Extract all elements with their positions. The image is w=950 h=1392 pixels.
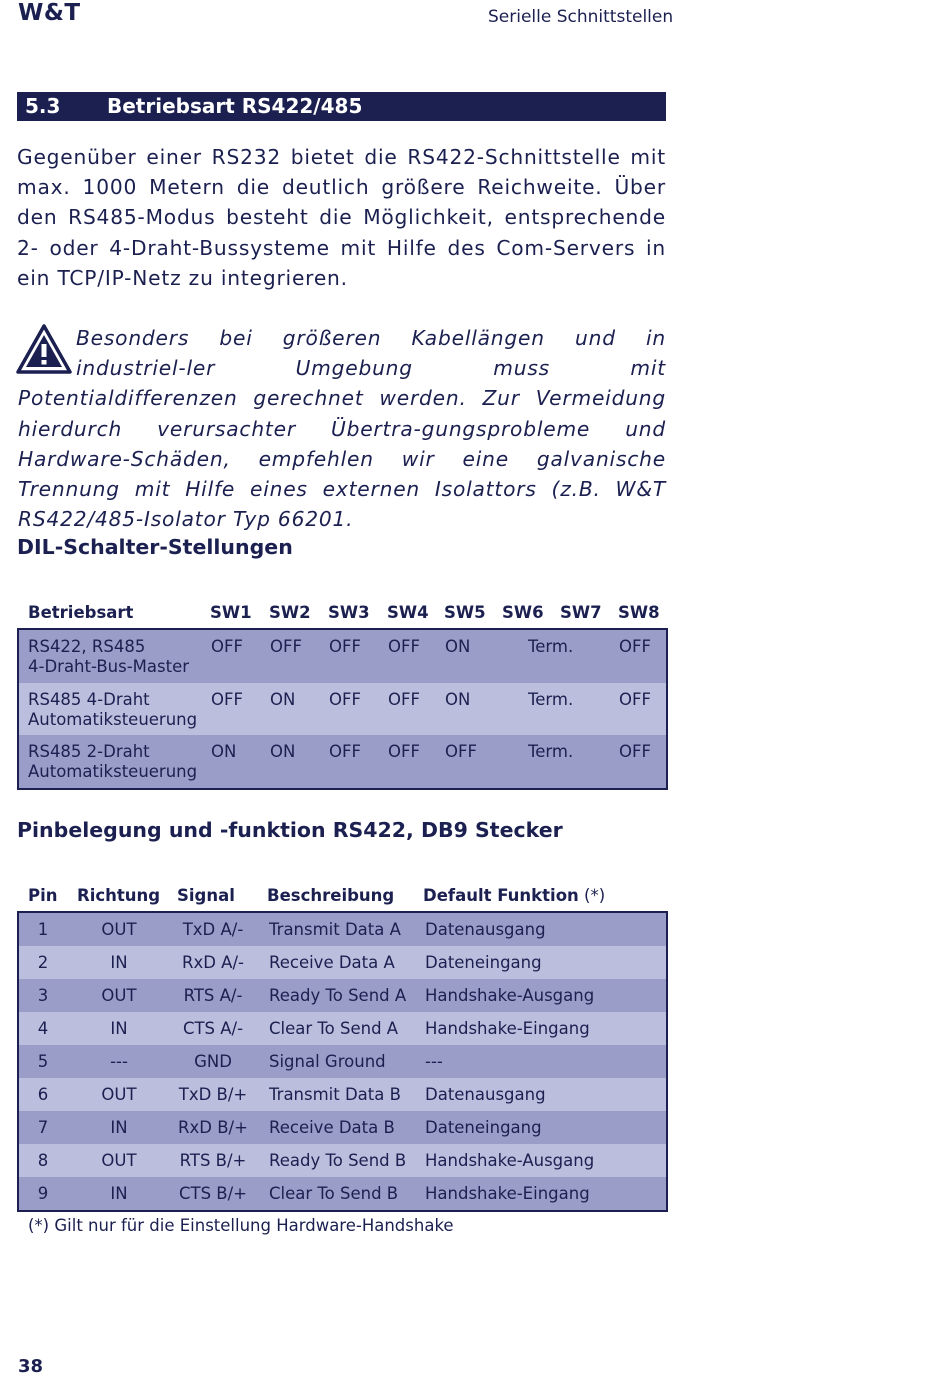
pin-col-pin: Pin [28,886,58,905]
description-cell: Receive Data B [269,1118,395,1137]
signal-cell: CTS B/+ [178,1184,248,1203]
sw8-cell: OFF [619,637,651,656]
dil-col-sw5: SW5 [444,603,486,622]
sw5-cell: ON [445,637,471,656]
dil-col-sw4: SW4 [387,603,429,622]
warning-text: Besonders bei größeren Kabellängen und in industriel-ler Umgebung muss mit Potentialdifferenzen gerechnet werden. Zur Vermeidung hierdurch verursachter Übertra-gungsprobleme und Hardware-Schäden, empfehlen wir eine galvanische Trennung mit Hilfe eines externen Isolattors (z.B. W&T RS422/485-Isolator Typ 66201. [18,326,666,532]
table-row [19,630,666,683]
function-cell: Handshake-Eingang [425,1019,590,1038]
dil-col-sw7: SW7 [560,603,602,622]
table-row [19,1144,666,1177]
function-cell: Datenausgang [425,920,546,939]
signal-cell: GND [194,1052,232,1071]
description-cell: Clear To Send A [269,1019,399,1038]
dil-col-sw6: SW6 [502,603,544,622]
description-cell: Signal Ground [269,1052,386,1071]
signal-cell: RxD A/- [182,953,244,972]
sw5-cell: ON [445,689,471,709]
sw4-cell: OFF [388,742,420,761]
table-row [19,946,666,979]
mode-cell: RS485 2-Draht Automatiksteuerung [28,742,198,781]
sw4-cell: OFF [388,689,420,709]
pin-col-richtung: Richtung [77,886,161,905]
sw2-cell: ON [270,742,296,761]
sw8-cell: OFF [619,689,651,709]
sw2-cell: OFF [270,637,302,656]
sw4-cell: OFF [388,637,420,656]
pin-heading: Pinbelegung und -funktion RS422, DB9 Stecker [17,818,563,842]
dil-col-sw1: SW1 [210,603,252,622]
table-row [19,1045,666,1078]
signal-cell: CTS A/- [182,1019,244,1038]
pin-cell: 2 [37,953,49,972]
section-title: Betriebsart RS422/485 [107,94,363,118]
dil-col-sw2: SW2 [269,603,311,622]
pin-cell: 5 [37,1052,49,1071]
sw3-cell: OFF [329,637,361,656]
table-row [19,1078,666,1111]
sw1-cell: OFF [211,689,243,709]
dil-col-betriebsart: Betriebsart [28,603,134,622]
mode-cell: RS485 4-Draht Automatiksteuerung [28,689,198,729]
pin-cell: 6 [37,1085,49,1104]
sw6-sw7-cell: Term. [528,742,574,761]
description-cell: Transmit Data A [269,920,401,939]
signal-cell: TxD A/- [182,920,244,939]
pin-cell: 7 [37,1118,49,1137]
description-cell: Transmit Data B [269,1085,401,1104]
table-row [19,1012,666,1045]
direction-cell: OUT [101,986,137,1005]
direction-cell: OUT [101,920,137,939]
signal-cell: RTS A/- [183,986,243,1005]
brand-logo: W&T [18,0,81,26]
function-cell: --- [425,1052,443,1071]
table-row [19,979,666,1012]
sw6-sw7-cell: Term. [528,689,574,709]
sw3-cell: OFF [329,742,361,761]
function-cell: Datenausgang [425,1085,546,1104]
table-row [19,683,666,736]
table-row [19,913,666,946]
signal-cell: TxD B/+ [178,1085,248,1104]
dil-col-sw3: SW3 [328,603,370,622]
warning-note [18,323,666,534]
table-row [19,1111,666,1144]
dil-heading: DIL-Schalter-Stellungen [17,535,293,559]
function-cell: Handshake-Ausgang [425,986,595,1005]
pin-col-default: Default Funktion (*) [423,886,606,905]
dil-table [17,628,668,790]
direction-cell: OUT [101,1085,137,1104]
function-cell: Dateneingang [425,1118,542,1137]
signal-cell: RTS B/+ [179,1151,247,1170]
sw8-cell: OFF [619,742,651,761]
description-cell: Ready To Send B [269,1151,407,1170]
description-cell: Clear To Send B [269,1184,399,1203]
sw5-cell: OFF [445,742,477,761]
direction-cell: OUT [101,1151,137,1170]
sw6-sw7-cell: Term. [528,637,574,656]
sw1-cell: OFF [211,637,243,656]
signal-cell: RxD B/+ [178,1118,248,1137]
dil-col-sw8: SW8 [618,603,660,622]
section-heading [17,92,666,121]
pin-cell: 9 [37,1184,49,1203]
page-number: 38 [18,1356,44,1377]
description-cell: Ready To Send A [269,986,407,1005]
direction-cell: --- [110,1052,128,1071]
footnote: (*) Gilt nur für die Einstellung Hardware-Handshake [28,1216,454,1235]
sw1-cell: ON [211,742,237,761]
direction-cell: IN [110,1118,128,1137]
description-cell: Receive Data A [269,953,395,972]
direction-cell: IN [110,953,128,972]
section-number: 5.3 [25,94,61,118]
pin-cell: 3 [37,986,49,1005]
mode-cell: RS422, RS485 4-Draht-Bus-Master [28,637,190,676]
pin-cell: 8 [37,1151,49,1170]
pin-cell: 4 [37,1019,49,1038]
table-row [19,735,666,788]
function-cell: Handshake-Eingang [425,1184,590,1203]
pin-cell: 1 [37,920,49,939]
direction-cell: IN [110,1019,128,1038]
sw3-cell: OFF [329,689,361,709]
sw2-cell: ON [270,689,296,709]
intro-paragraph: Gegenüber einer RS232 bietet die RS422-Schnittstelle mit max. 1000 Metern die deutlich größere Reichweite. Über den RS485-Modus besteht die Möglichkeit, entsprechende 2- oder 4-Draht-Bussysteme mit Hilfe des Com-Servers in ein TCP/IP-Netz zu integrieren. [17,145,666,290]
direction-cell: IN [110,1184,128,1203]
pin-table [17,911,668,1212]
table-row [19,1177,666,1210]
pin-col-beschreibung: Beschreibung [267,886,395,905]
function-cell: Handshake-Ausgang [425,1151,595,1170]
running-header-title: Serielle Schnittstellen [488,7,674,27]
pin-col-signal: Signal [177,886,235,905]
function-cell: Dateneingang [425,953,542,972]
